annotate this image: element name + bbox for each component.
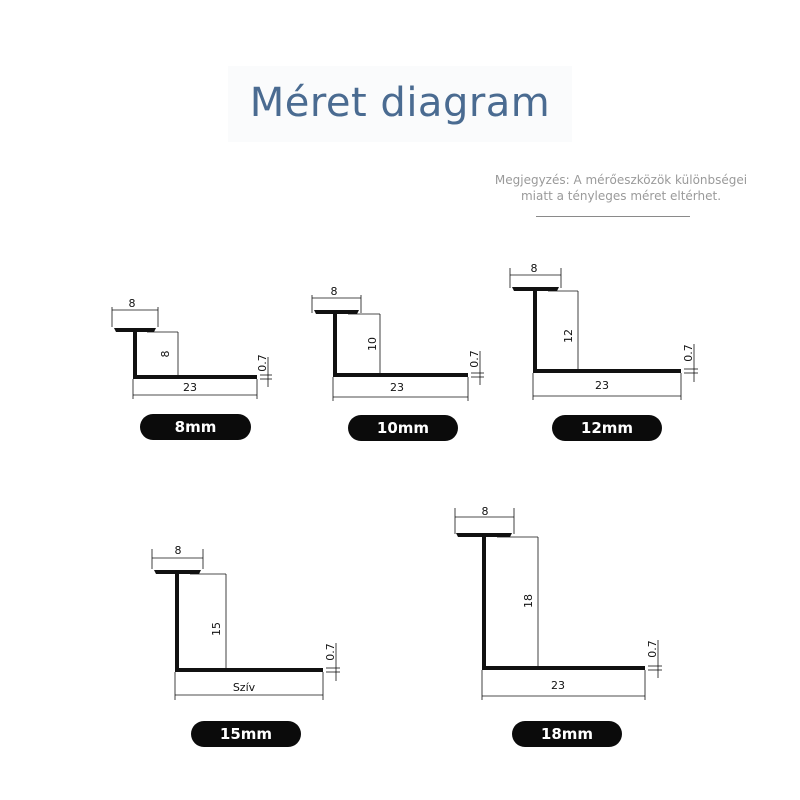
top-width-label: 8 — [481, 505, 489, 518]
top-width-label: 8 — [174, 544, 182, 557]
size-badge-12mm: 12mm — [552, 415, 662, 441]
note-line-2: miatt a tényleges méret eltérhet. — [520, 189, 722, 203]
base-plate — [133, 375, 257, 379]
height-label: 8 — [159, 350, 172, 358]
base-label: 23 — [551, 679, 565, 692]
base-plate — [533, 369, 681, 373]
vertical-stem — [333, 310, 337, 377]
base-label: 23 — [595, 379, 609, 392]
thickness-label: 0.7 — [256, 354, 269, 372]
base-plate — [333, 373, 468, 377]
profile-12mm-diagram — [500, 258, 710, 408]
vertical-stem — [133, 328, 137, 378]
base-label: 23 — [390, 381, 404, 394]
thickness-label: 0.7 — [646, 640, 659, 658]
base-label: 23 — [183, 381, 197, 394]
height-label: 12 — [562, 329, 575, 343]
profile-18mm-diagram — [440, 500, 670, 705]
top-width-label: 8 — [530, 262, 538, 275]
vertical-stem — [482, 533, 486, 670]
base-label: Szív — [232, 681, 256, 694]
base-plate — [482, 666, 645, 670]
note-line-1: Megjegyzés: A mérőeszközök különbségei — [494, 173, 748, 187]
height-label: 15 — [210, 622, 223, 636]
thickness-label: 0.7 — [468, 350, 481, 368]
top-width-label: 8 — [128, 297, 136, 310]
vertical-stem — [175, 570, 179, 672]
profile-8mm-diagram — [100, 295, 290, 410]
top-width-label: 8 — [330, 285, 338, 298]
height-label: 10 — [366, 337, 379, 351]
base-plate — [175, 668, 323, 672]
size-badge-18mm: 18mm — [512, 721, 622, 747]
thickness-label: 0.7 — [682, 344, 695, 362]
profile-10mm-diagram — [300, 283, 500, 408]
thickness-label: 0.7 — [324, 643, 337, 661]
height-label: 18 — [522, 594, 535, 608]
page-title: Méret diagram — [249, 80, 551, 126]
profile-15mm-diagram — [140, 535, 360, 705]
size-badge-15mm: 15mm — [191, 721, 301, 747]
vertical-stem — [533, 287, 537, 373]
size-badge-10mm: 10mm — [348, 415, 458, 441]
note-underline — [536, 216, 690, 217]
size-badge-8mm: 8mm — [140, 414, 251, 440]
note — [480, 172, 762, 204]
